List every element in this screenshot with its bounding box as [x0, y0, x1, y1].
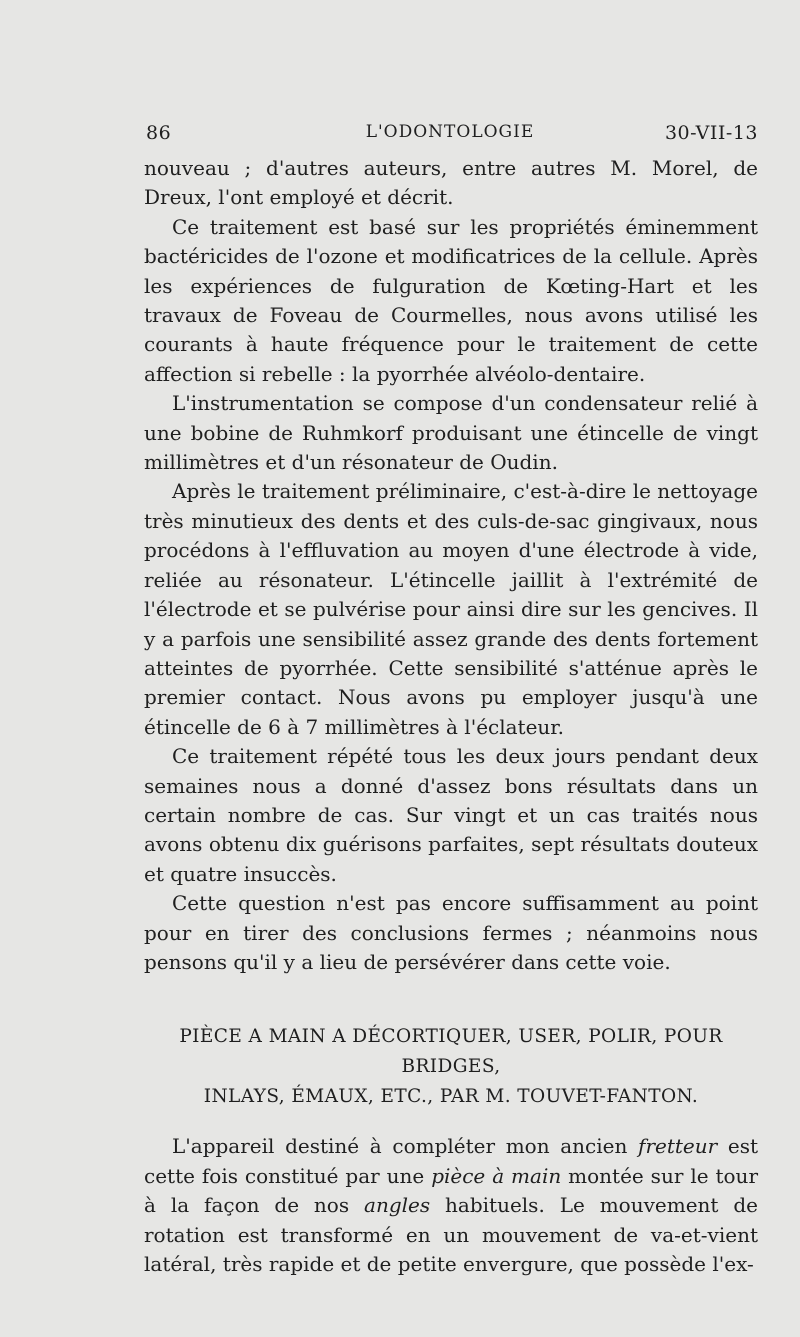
paragraph-7-text-3: montée sur le tour à la façon de nos: [144, 1163, 759, 1218]
section-heading-line-1: PIÈCE A MAIN A DÉCORTIQUER, USER, POLIR, POUR BRIDGES,: [179, 1026, 723, 1078]
paragraph-7: [144, 1132, 758, 1279]
paragraph-1: nouveau ; d'autres auteurs, entre autres M. Morel, de Dreux, l'ont employé et décrit.: [144, 156, 758, 210]
italic-term-angles: angles: [364, 1193, 431, 1218]
italic-term-piece-a-main: pièce à main: [431, 1163, 562, 1188]
issue-date: 30-VII-13: [664, 122, 758, 144]
text-body: [144, 154, 758, 1279]
paragraph-7-text-1: L'appareil destiné à compléter mon ancien: [172, 1134, 639, 1159]
section-heading: [144, 1022, 758, 1112]
paragraph-7-text-2: est cette fois constitué par une: [144, 1134, 758, 1188]
paragraph-3: L'instrumentation se compose d'un condensateur relié à une bobine de Ruhmkorf produisant une étincelle de vingt millimètres et d'un résonateur de Oudin.: [144, 391, 758, 475]
paragraph-7-text-4: habituels. Le mouvement de rotation est transformé en un mouvement de va-et-vient latéral, très rapide et de petite envergure, que possède l'ex-: [144, 1193, 758, 1276]
running-title: L'ODONTOLOGIE: [365, 122, 535, 142]
italic-term-fretteur: fretteur: [638, 1134, 718, 1159]
page-number: 86: [146, 122, 172, 144]
paragraph-6: Cette question n'est pas encore suffisamment au point pour en tirer des conclusions fermes ; néanmoins nous pensons qu'il y a lieu de persévérer dans cette voie.: [144, 891, 758, 974]
paragraph-5: Ce traitement répété tous les deux jours pendant deux semaines nous a donné d'assez bons résultats dans un certain nombre de cas. Sur vingt et un cas traités nous avons obtenu dix guérisons parfaites, sept résultats douteux et quatre insuccès.: [144, 744, 758, 886]
section-heading-line-2: INLAYS, ÉMAUX, ETC., PAR M. TOUVET-FANTON.: [203, 1086, 699, 1108]
paragraph-4: Après le traitement préliminaire, c'est-à-dire le nettoyage très minutieux des dents et des culs-de-sac gingivaux, nous procédons à l'effluvation au moyen d'une électrode à vide, reliée au résonateur. L'étincelle jaillit à l'extrémité de l'électrode et se pulvérise pour ainsi dire sur les gencives. Il y a parfois une sensibilité assez grande des dents fortement atteintes de pyorrhée. Cette sensibilité s'atténue après le premier contact. Nous avons pu employer jusqu'à une étincelle de 6 à 7 millimètres à l'éclateur.: [144, 479, 758, 739]
paragraph-2: Ce traitement est basé sur les propriétés éminemment bactéricides de l'ozone et modificatrices de la cellule. Après les expériences de fulguration de Kœting-Hart et les travaux de Foveau de Courmelles, nous avons utilisé les courants à haute fréquence pour le traitement de cette affection si rebelle : la pyorrhée alvéolo-dentaire.: [144, 214, 758, 386]
running-header: [142, 122, 758, 146]
